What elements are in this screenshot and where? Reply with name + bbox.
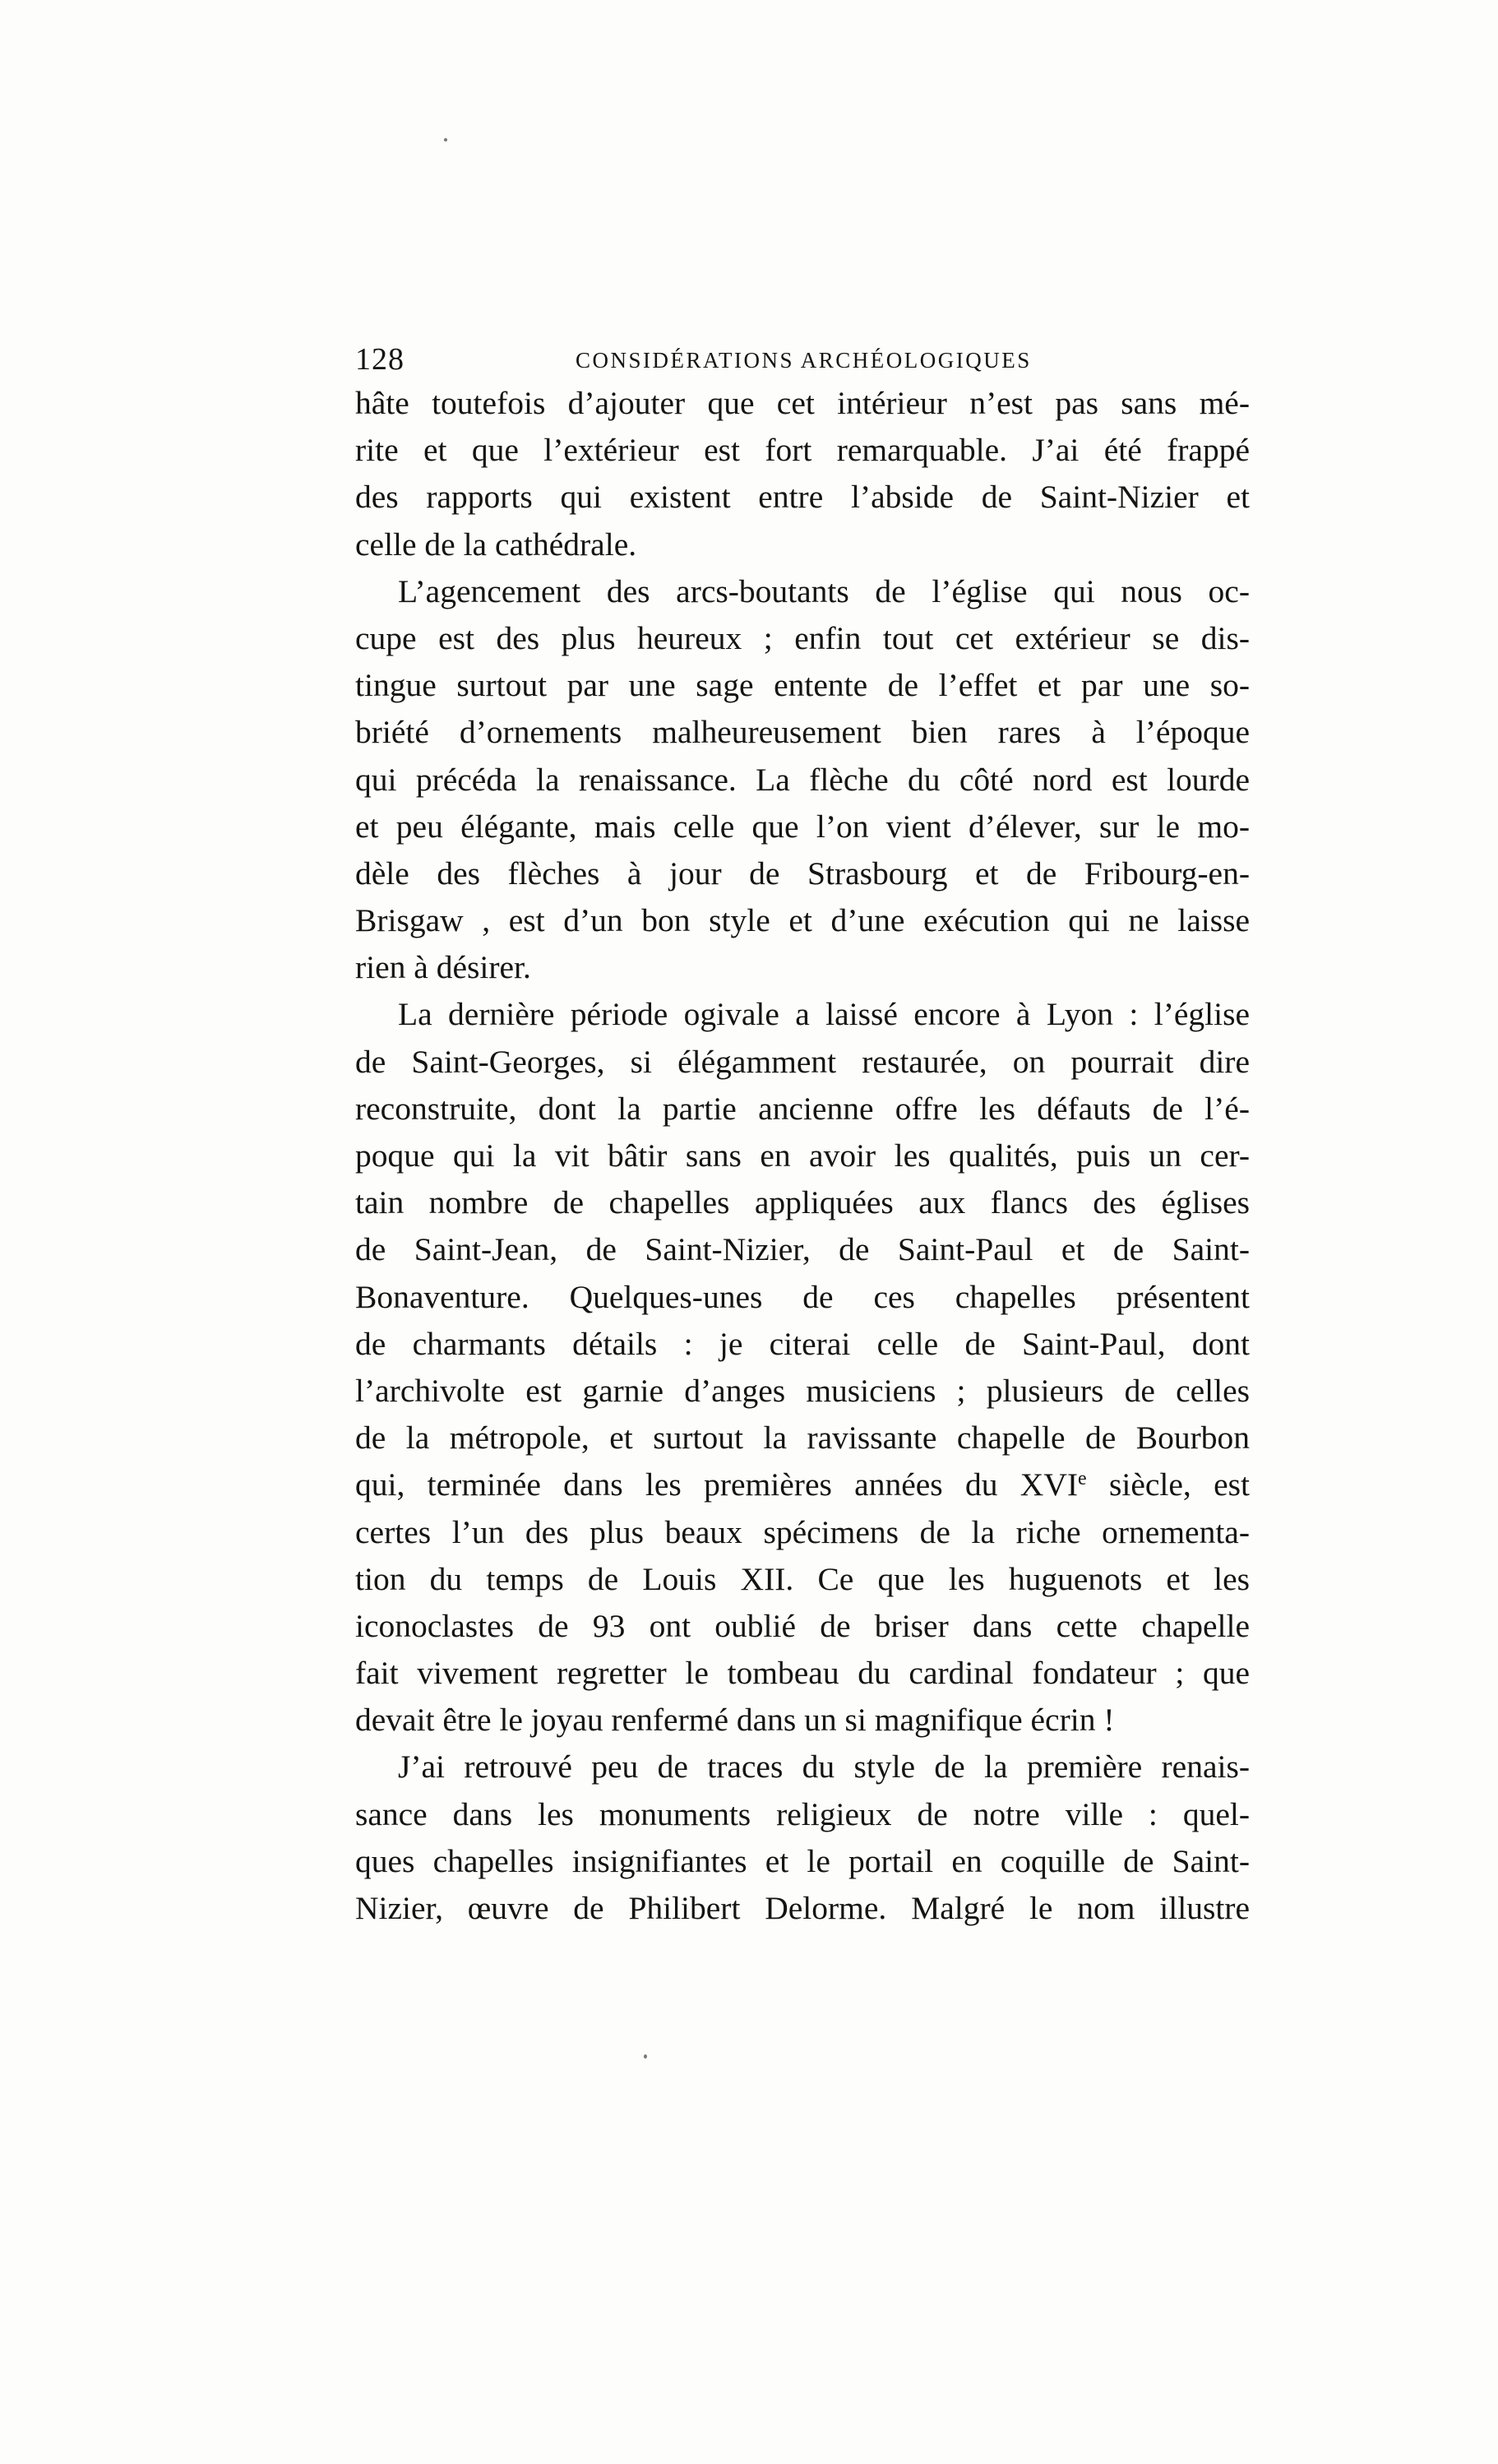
text-line: Bonaventure. Quelques-unes de ces chapelles présentent [355, 1278, 1250, 1315]
text-line: devait être le joyau renfermé dans un si magnifique écrin ! [355, 1702, 1115, 1739]
text-line: Nizier, œuvre de Philibert Delorme. Malgré le nom illustre [355, 1890, 1250, 1926]
text-line: de Saint-Jean, de Saint-Nizier, de Saint-Paul et de Saint- [355, 1231, 1250, 1268]
text-line: poque qui la vit bâtir sans en avoir les qualités, puis un cer- [355, 1137, 1250, 1174]
text-line: J’ai retrouvé peu de traces du style de la première renais- [398, 1748, 1250, 1785]
text-line: certes l’un des plus beaux spécimens de la riche ornementa- [355, 1513, 1250, 1550]
text-line: tion du temps de Louis XII. Ce que les huguenots et les [355, 1560, 1250, 1597]
text-line: La dernière période ogivale a laissé encore à Lyon : l’église [398, 996, 1250, 1033]
line-text-after: siècle, est [1086, 1466, 1250, 1503]
paper-speck [644, 2054, 647, 2059]
text-line: tingue surtout par une sage entente de l’effet et par une so- [355, 667, 1250, 704]
text-line: Brisgaw , est d’un bon style et d’une exécution qui ne laisse [355, 902, 1250, 939]
text-line: sance dans les monuments religieux de notre ville : quel- [355, 1795, 1250, 1832]
text-line: rite et que l’extérieur est fort remarquable. J’ai été frappé [355, 432, 1250, 469]
text-line: fait vivement regretter le tombeau du cardinal fondateur ; que [355, 1655, 1250, 1692]
text-line: l’archivolte est garnie d’anges musiciens ; plusieurs de celles [355, 1372, 1250, 1409]
running-head [355, 339, 1250, 380]
text-line: de Saint-Georges, si élégamment restaurée, on pourrait dire [355, 1043, 1250, 1080]
text-line: rien à désirer. [355, 949, 531, 986]
text-line: et peu élégante, mais celle que l’on vient d’élever, sur le mo- [355, 808, 1250, 845]
text-line: L’agencement des arcs-boutants de l’église qui nous oc- [398, 572, 1250, 609]
text-line: de la métropole, et surtout la ravissante chapelle de Bourbon [355, 1420, 1250, 1457]
text-line-with-superscript [355, 1461, 1250, 1508]
text-line: dèle des flèches à jour de Strasbourg et de Fribourg-en- [355, 855, 1250, 892]
text-line: ques chapelles insignifiantes et le portail en coquille de Saint- [355, 1842, 1250, 1879]
text-line: briété d’ornements malheureusement bien rares à l’époque [355, 714, 1250, 751]
paper-speck [444, 138, 447, 141]
text-line: reconstruite, dont la partie ancienne offre les défauts de l’é- [355, 1090, 1250, 1127]
text-line: tain nombre de chapelles appliquées aux flancs des églises [355, 1184, 1250, 1221]
text-line: des rapports qui existent entre l’abside de Saint-Nizier et [355, 479, 1250, 516]
superscript-e: e [1078, 1468, 1087, 1490]
text-line: de charmants détails : je citerai celle de Saint-Paul, dont [355, 1325, 1250, 1362]
running-title: CONSIDÉRATIONS ARCHÉOLOGIQUES [576, 348, 1032, 373]
text-line: iconoclastes de 93 ont oublié de briser dans cette chapelle [355, 1607, 1250, 1644]
text-line: cupe est des plus heureux ; enfin tout cet extérieur se dis- [355, 619, 1250, 656]
page-number: 128 [355, 342, 405, 377]
text-line: celle de la cathédrale. [355, 526, 637, 563]
body-text [355, 380, 1250, 1932]
text-line: hâte toutefois d’ajouter que cet intérieur n’est pas sans mé- [355, 385, 1250, 421]
line-text-before: qui, terminée dans les premières années du XVI [355, 1466, 1079, 1503]
text-line: qui précéda la renaissance. La flèche du côté nord est lourde [355, 761, 1250, 798]
